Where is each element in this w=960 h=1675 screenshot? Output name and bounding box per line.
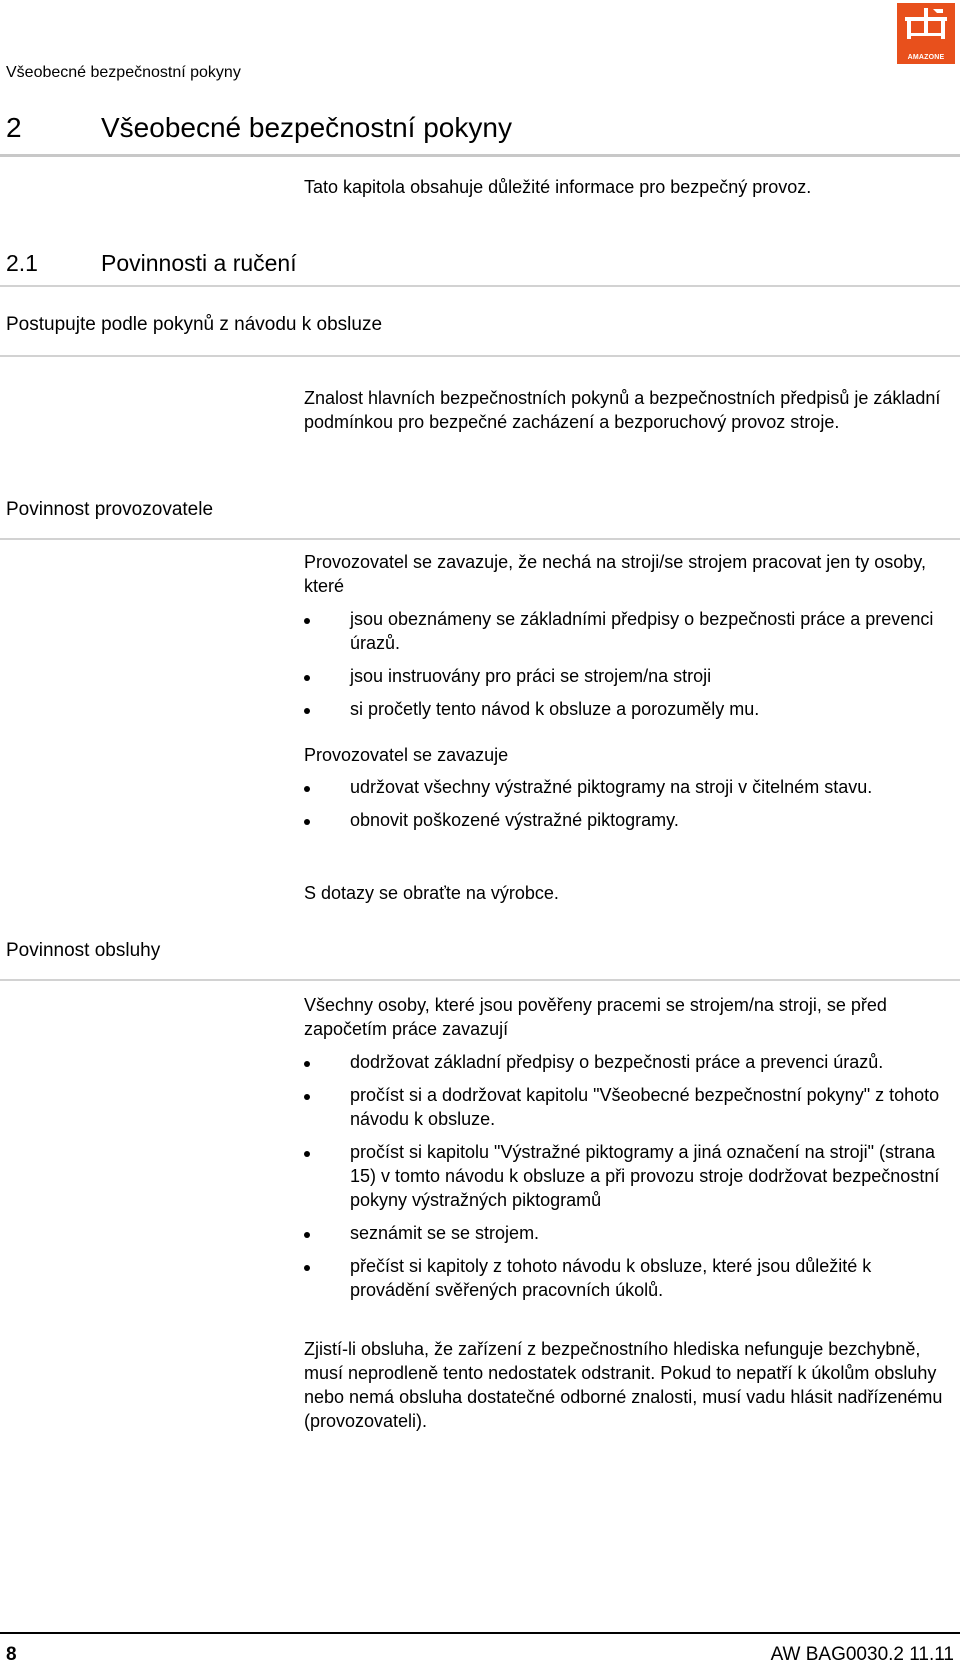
operator-intro-2: Provozovatel se zavazuje — [304, 745, 509, 765]
bullet-icon — [304, 1061, 310, 1067]
section-title: Povinnosti a ručení — [101, 250, 297, 276]
operator-list-2 — [304, 775, 954, 832]
list-item: obnovit poškozené výstražné piktogramy. — [304, 808, 954, 832]
document-code: AW BAG0030.2 11.11 — [770, 1644, 954, 1665]
user-intro: Všechny osoby, které jsou pověřeny pracemi se strojem/na stroji, se před započetím práce zavazují — [304, 995, 887, 1039]
operator-intro: Provozovatel se zavazuje, že nechá na stroji/se strojem pracovat jen ty osoby, které — [304, 552, 926, 596]
bullet-icon — [304, 1265, 310, 1271]
operator-closing: S dotazy se obraťte na výrobce. — [304, 883, 559, 903]
instructions-rule — [0, 355, 960, 357]
footer-rule — [0, 1632, 960, 1634]
list-item: jsou obeznámeny se základními předpisy o bezpečnosti práce a prevenci úrazů. — [304, 607, 954, 655]
page-number: 8 — [6, 1644, 17, 1665]
list-item: udržovat všechny výstražné piktogramy na stroji v čitelném stavu. — [304, 775, 954, 799]
bullet-icon — [304, 1232, 310, 1238]
chapter-title: Všeobecné bezpečnostní pokyny — [101, 112, 512, 143]
user-rule — [0, 979, 960, 981]
list-item: dodržovat základní předpisy o bezpečnosti práce a prevenci úrazů. — [304, 1050, 954, 1074]
list-item: si pročetly tento návod k obsluze a porozuměly mu. — [304, 697, 954, 721]
chapter-rule — [0, 154, 960, 157]
chapter-number: 2 — [6, 112, 22, 143]
operator-heading: Povinnost provozovatele — [6, 499, 214, 520]
bullet-icon — [304, 819, 310, 825]
instructions-heading: Postupujte podle pokynů z návodu k obsluze — [6, 314, 383, 335]
list-item: jsou instruovány pro práci se strojem/na stroji — [304, 664, 954, 688]
tractor-icon — [897, 3, 955, 53]
list-item: pročíst si a dodržovat kapitolu "Všeobecné bezpečnostní pokyny" z tohoto návodu k obsluze. — [304, 1083, 954, 1131]
bullet-icon — [304, 786, 310, 792]
bullet-icon — [304, 675, 310, 681]
instructions-text: Znalost hlavních bezpečnostních pokynů a bezpečnostních předpisů je základní podmínkou pro bezpečné zacházení a bezporuchový provoz stroje. — [304, 388, 941, 432]
operator-rule — [0, 538, 960, 540]
bullet-icon — [304, 708, 310, 714]
section-number: 2.1 — [6, 250, 38, 276]
user-heading: Povinnost obsluhy — [6, 940, 161, 961]
list-item: pročíst si kapitolu "Výstražné piktogramy a jiná označení na stroji" (strana 15) v tomto návodu k obsluze a při provozu stroje dodržovat bezpečnostní pokyny výstražných piktogramů — [304, 1140, 954, 1212]
list-item: přečíst si kapitoly z tohoto návodu k obsluze, které jsou důležité k provádění svěřených pracovních úkolů. — [304, 1254, 954, 1302]
list-item: seznámit se se strojem. — [304, 1221, 954, 1245]
user-closing: Zjistí-li obsluha, že zařízení z bezpečnostního hlediska nefunguje bezchybně, musí neprodleně tento nedostatek odstranit. Pokud to nepatří k úkolům obsluhy nebo nemá obsluha dostatečné odborné znalosti, musí vadu hlásit nadřízenému (provozovateli). — [304, 1339, 943, 1431]
amazone-logo — [897, 3, 955, 64]
bullet-icon — [304, 1151, 310, 1157]
running-header: Všeobecné bezpečnostní pokyny — [6, 64, 241, 81]
operator-list — [304, 607, 954, 721]
chapter-intro: Tato kapitola obsahuje důležité informace pro bezpečný provoz. — [304, 177, 812, 197]
bullet-icon — [304, 618, 310, 624]
user-list — [304, 1050, 954, 1302]
logo-text: AMAZONE — [907, 54, 945, 61]
section-rule — [0, 285, 960, 287]
bullet-icon — [304, 1094, 310, 1100]
